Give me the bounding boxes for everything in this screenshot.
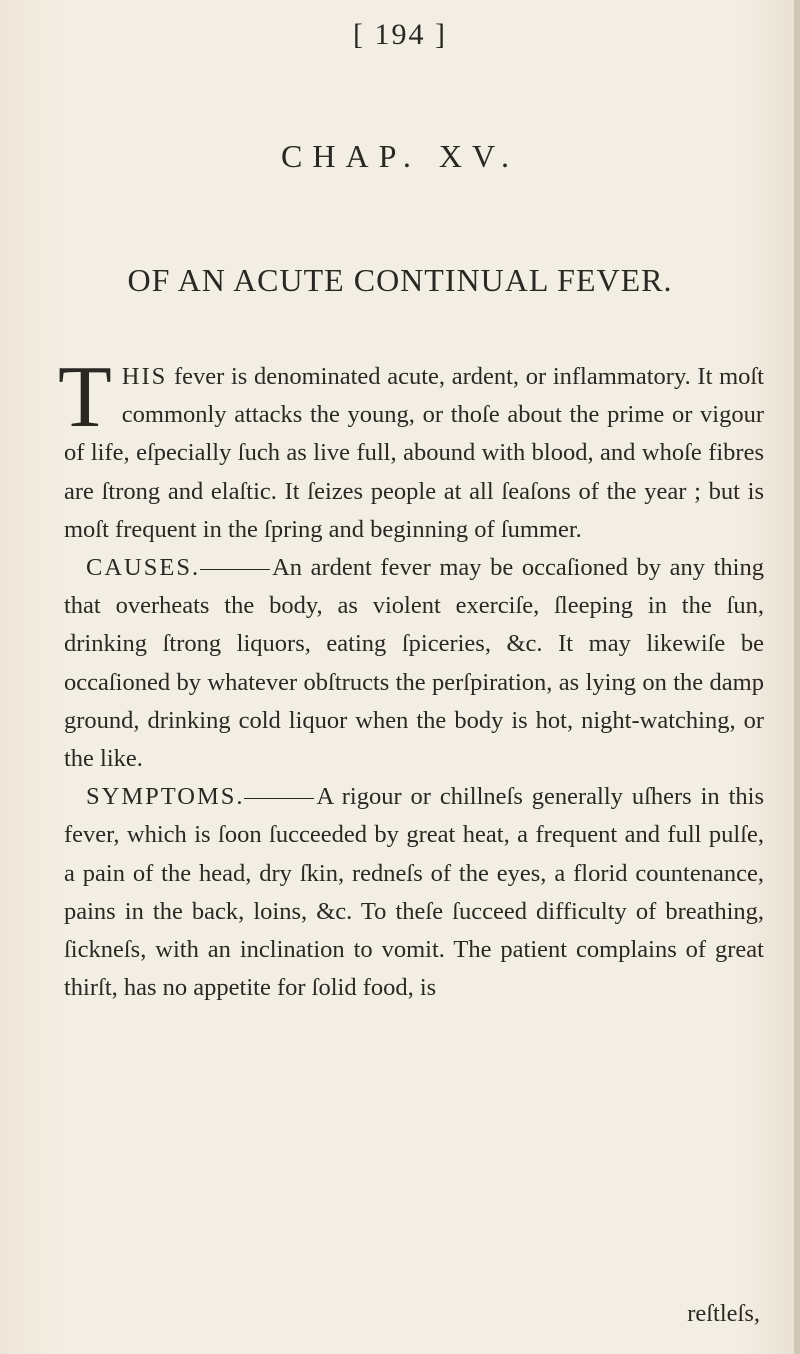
page-number: [ 194 ]: [353, 18, 447, 51]
intro-text: fever is denominated acute, ardent, or inflammatory. It moſt commonly attacks the young, or thoſe about the prime or vigour of life, eſpecially ſuch as live full, abound with blood, and whoſe fibres are ſtrong and elaſtic. It ſeizes people at all ſeaſons of the year ; but is moſt frequent in the ſpring and beginning of ſummer.: [64, 363, 764, 543]
body-text: [58, 349, 764, 1007]
intro-paragraph: [58, 349, 764, 549]
symptoms-text: A rigour or chillneſs generally uſhers in this fever, which is ſoon ſucceeded by great heat, a frequent and full pulſe, a pain of the head, dry ſkin, redneſs of the eyes, a florid countenance, pains in the back, loins, &c. To theſe ſucceed difficulty of breathing, ſickneſs, with an inclination to vomit. The patient complains of great thirſt, has no appetite for ſolid food, is: [64, 783, 764, 1002]
chapter-heading: CHAP. XV.: [281, 138, 519, 174]
catchword: reſtleſs,: [687, 1300, 760, 1327]
dash-rule: [244, 798, 314, 799]
drop-cap: T: [58, 349, 112, 446]
page-edge: [794, 0, 800, 1354]
symptoms-heading: SYMPTOMS.: [86, 783, 245, 811]
causes-paragraph: [64, 549, 764, 778]
causes-text: An ardent fever may be occaſioned by any thing that overheats the body, as violent exerciſe, ſleeping in the ſun, drinking ſtrong liquors, eating ſpiceries, &c. It may likewiſe be occaſioned by whatever obſtructs the perſpiration, as lying on the damp ground, drinking cold liquor when the body is hot, night-watching, or the like.: [64, 554, 764, 773]
causes-heading: CAUSES.: [86, 554, 201, 582]
dash-rule: [200, 569, 270, 570]
symptoms-paragraph: [64, 778, 764, 1007]
intro-lead: HIS: [121, 363, 168, 390]
chapter-title: OF AN ACUTE CONTINUAL FEVER.: [127, 262, 673, 298]
